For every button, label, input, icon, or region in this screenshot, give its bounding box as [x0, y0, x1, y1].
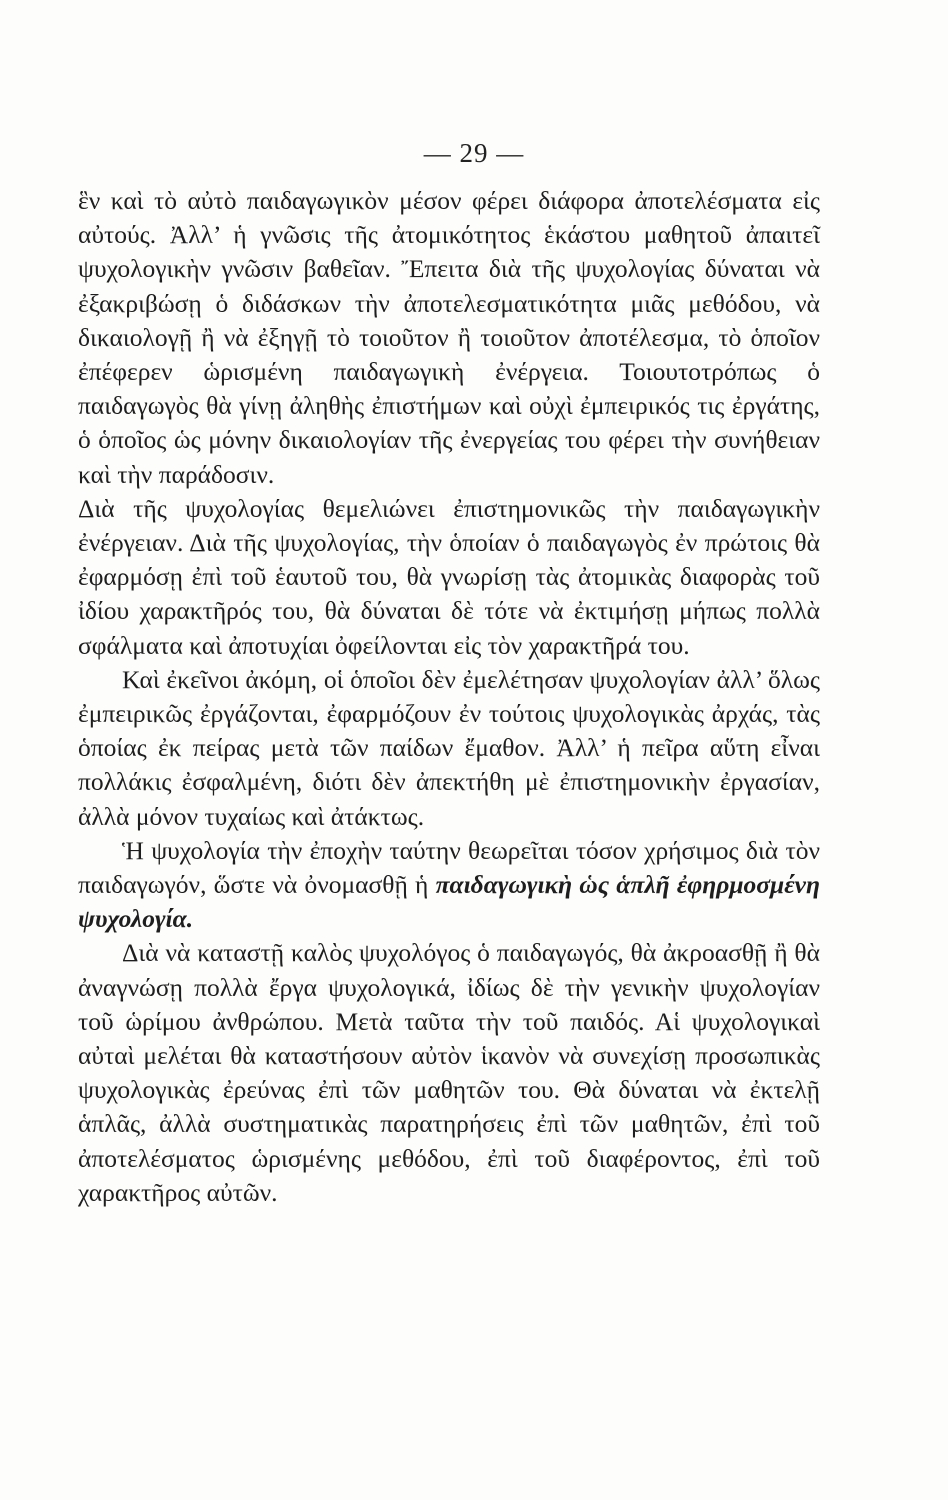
page-number: — 29 — [423, 138, 525, 168]
page-body [78, 184, 820, 1210]
paragraph-2: Διὰ τῆς ψυχολογίας θεμελιώνει ἐπιστημονικῶς τὴν παιδαγωγικὴν ἐνέργειαν. Διὰ τῆς ψυχολογίας, τὴν ὁποίαν ὁ παιδαγωγὸς ἐν πρώτοις θὰ ἐφαρμόσῃ ἐπὶ τοῦ ἑαυτοῦ του, θὰ γνωρίσῃ τὰς ἀτομικὰς διαφορὰς τοῦ ἰδίου χαρακτῆρός του, θὰ δύναται δὲ τότε νὰ ἐκτιμήσῃ μήπως πολλὰ σφάλματα καὶ ἀποτυχίαι ὀφείλονται εἰς τὸν χαρακτῆρά του. [78, 493, 820, 660]
paragraph-1: ἓν καὶ τὸ αὐτὸ παιδαγωγικὸν μέσον φέρει διάφορα ἀποτελέσματα εἰς αὐτούς. Ἀλλ’ ἡ γνῶσις τῆς ἀτομικότητος ἑκάστου μαθητοῦ ἀπαιτεῖ ψυχολογικὴν γνῶσιν βαθεῖαν. Ἔπειτα διὰ τῆς ψυχολογίας δύναται νὰ ἐξακριβώσῃ ὁ διδάσκων τὴν ἀποτελεσματικότητα μιᾶς μεθόδου, νὰ δικαιολογῇ ἢ νὰ ἐξηγῇ τὸ τοιοῦτον ἢ τοιοῦτον ἀποτέλεσμα, τὸ ὁποῖον ἐπέφερεν ὡρισμένη παιδαγωγικὴ ἐνέργεια. Τοιουτοτρόπως ὁ παιδαγωγὸς θὰ γίνῃ ἀληθὴς ἐπιστήμων καὶ οὐχὶ ἐμπειρικός τις ἐργάτης, ὁ ὁποῖος ὡς μόνην δικαιολογίαν τῆς ἐνεργείας του φέρει τὴν συνήθειαν καὶ τὴν παράδοσιν. [78, 186, 820, 489]
paragraph-3: Καὶ ἐκεῖνοι ἀκόμη, οἱ ὁποῖοι δὲν ἐμελέτησαν ψυχολογίαν ἀλλ’ ὅλως ἐμπειρικῶς ἐργάζονται, ἐφαρμόζουν ἐν τούτοις ψυχολογικὰς ἀρχάς, τὰς ὁποίας ἐκ πείρας μετὰ τῶν παίδων ἔμαθον. Ἀλλ’ ἡ πεῖρα αὕτη εἶναι πολλάκις ἐσφαλμένη, διότι δὲν ἀπεκτήθη μὲ ἐπιστημονικὴν ἐργασίαν, ἀλλὰ μόνον τυχαίως καὶ ἀτάκτως. [78, 664, 820, 831]
emphasized-term: παιδαγωγικὴ ὡς ἁπλῆ ἐφηρμοσμένη ψυχολογία. [78, 870, 820, 934]
paragraph-5: Διὰ νὰ καταστῇ καλὸς ψυχολόγος ὁ παιδαγωγός, θὰ ἀκροασθῇ ἢ θὰ ἀναγνώσῃ πολλὰ ἔργα ψυχολογικά, ἰδίως δὲ τὴν γενικὴν ψυχολογίαν τοῦ ὡρίμου ἀνθρώπου. Μετὰ ταῦτα τὴν τοῦ παιδός. Αἱ ψυχολογικαὶ αὐταὶ μελέται θὰ καταστήσουν αὐτὸν ἱκανὸν νὰ συνεχίσῃ προσωπικὰς ψυχολογικὰς ἐρεύνας ἐπὶ τῶν μαθητῶν του. Θὰ δύναται νὰ ἐκτελῇ ἁπλᾶς, ἀλλὰ συστηματικὰς παρατηρήσεις ἐπὶ τῶν μαθητῶν, ἐπὶ τοῦ ἀποτελέσματος ὡρισμένης μεθόδου, ἐπὶ τοῦ διαφέροντος, ἐπὶ τοῦ χαρακτῆρος αὐτῶν. [78, 938, 820, 1207]
paragraph-4-text: Ἡ ψυχολογία τὴν ἐποχὴν ταύτην θεωρεῖται τόσον χρήσιμος διὰ τὸν παιδαγωγόν, ὥστε νὰ ὀνομασθῇ ἡ [78, 835, 820, 900]
paragraph-4 [78, 834, 820, 937]
